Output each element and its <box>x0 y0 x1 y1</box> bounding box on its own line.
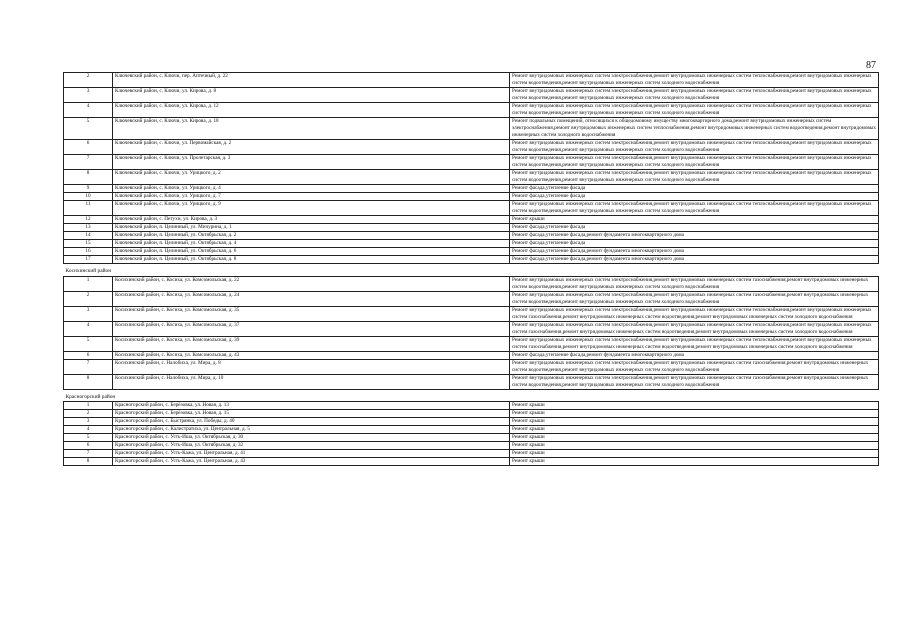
table-body <box>64 73 879 466</box>
table-row <box>64 374 879 389</box>
row-address: Ключевский район, с. Ключи, ул. Урицкого, д. 2 <box>113 170 510 185</box>
row-number: 4 <box>64 426 113 434</box>
row-works: Ремонт фасада,утепление фасада <box>510 224 879 232</box>
row-address: Ключевский район, п. Целинный, ул. Октябрьская, д. 8 <box>113 256 510 264</box>
section-header-row <box>64 264 879 276</box>
row-address: Ключевский район, с. Ключи, ул. Пролетарская, д. 3 <box>113 155 510 170</box>
table-row <box>64 418 879 426</box>
table-row <box>64 88 879 103</box>
row-address: Косихинский район, с. Косиха, ул. Комсомольская, д. 22 <box>113 276 510 291</box>
row-works: Ремонт фасада,утепление фасада <box>510 185 879 193</box>
row-works: Ремонт крыши <box>510 442 879 450</box>
table-row <box>64 434 879 442</box>
row-number: 8 <box>64 458 113 466</box>
table-row <box>64 359 879 374</box>
row-address: Красногорский район, с. Калистратиха, ул. Центральная, д. 5 <box>113 426 510 434</box>
row-address: Ключевский район, п. Целинный, ул. Октябрьская, д. 2 <box>113 232 510 240</box>
row-works: Ремонт подвальных помещений, относящихся к общедомовому имуществу многоквартирного дома,ремонт внутридомовых инженерных систем электроснабжения,ремонт внутридомовых инженерных систем теплоснабжения,ремонт внутридомовых инженерных систем водоотведения,ремонт внутридомовых инженерных систем холодного водоснабжения <box>510 118 879 140</box>
row-address: Косихинский район, с. Косиха, ул. Комсомольская, д. 39 <box>113 336 510 351</box>
row-works: Ремонт внутридомовых инженерных систем электроснабжения,ремонт внутридомовых инженерных систем теплоснабжения,ремонт внутридомовых инженерных систем газоснабжения,ремонт внутридомовых инженерных систем водоотведения,ремонт внутридомовых инженерных систем холодного водоснабжения <box>510 306 879 321</box>
row-number: 3 <box>64 418 113 426</box>
row-address: Ключевский район, п. Целинный, ул. Мичурина, д. 1 <box>113 224 510 232</box>
table-row <box>64 118 879 140</box>
row-works: Ремонт внутридомовых инженерных систем электроснабжения,ремонт внутридомовых инженерных систем газоснабжения,ремонт внутридомовых инженерных систем водоотведения,ремонт внутридомовых инженерных систем холодного водоснабжения <box>510 276 879 291</box>
row-works: Ремонт крыши <box>510 410 879 418</box>
row-address: Ключевский район, п. Целинный, ул. Октябрьская, д. 6 <box>113 248 510 256</box>
row-works: Ремонт крыши <box>510 458 879 466</box>
row-number: 3 <box>64 306 113 321</box>
row-number: 1 <box>64 276 113 291</box>
row-number: 8 <box>64 170 113 185</box>
table-row <box>64 216 879 224</box>
row-works: Ремонт фасада,утепление фасада,ремонт фундамента многоквартирного дома <box>510 351 879 359</box>
row-works: Ремонт внутридомовых инженерных систем электроснабжения,ремонт внутридомовых инженерных систем газоснабжения,ремонт внутридомовых инженерных систем водоотведения,ремонт внутридомовых инженерных систем холодного водоснабжения <box>510 374 879 389</box>
table-row <box>64 240 879 248</box>
row-works: Ремонт внутридомовых инженерных систем электроснабжения,ремонт внутридомовых инженерных систем теплоснабжения,ремонт внутридомовых инженерных систем газоснабжения,ремонт внутридомовых инженерных систем водоотведения,ремонт внутридомовых инженерных систем холодного водоснабжения <box>510 336 879 351</box>
row-address: Красногорский район, с. Усть-Иша, ул. Октябрьская, д. 32 <box>113 442 510 450</box>
row-number: 4 <box>64 103 113 118</box>
repair-program-table <box>63 72 879 466</box>
row-address: Красногорский район, с. Усть-Кажа, ул. Центральная, д. 41 <box>113 450 510 458</box>
row-number: 5 <box>64 118 113 140</box>
table-row <box>64 224 879 232</box>
row-address: Ключевский район, с. Ключи, ул. Кирова, д. 12 <box>113 103 510 118</box>
table-row <box>64 351 879 359</box>
row-number: 6 <box>64 442 113 450</box>
row-number: 11 <box>64 201 113 216</box>
row-address: Косихинский район, с. Косиха, ул. Комсомольская, д. 35 <box>113 306 510 321</box>
row-number: 7 <box>64 155 113 170</box>
page-number: 87 <box>866 60 876 71</box>
row-address: Косихинский район, с. Косиха, ул. Комсомольская, д. 37 <box>113 321 510 336</box>
row-works: Ремонт внутридомовых инженерных систем электроснабжения,ремонт внутридомовых инженерных систем теплоснабжения,ремонт внутридомовых инженерных систем газоснабжения,ремонт внутридомовых инженерных систем водоотведения,ремонт внутридомовых инженерных систем холодного водоснабжения <box>510 321 879 336</box>
row-number: 6 <box>64 351 113 359</box>
row-number: 10 <box>64 193 113 201</box>
row-number: 12 <box>64 216 113 224</box>
table-row <box>64 291 879 306</box>
table-row <box>64 248 879 256</box>
row-number: 9 <box>64 185 113 193</box>
row-works: Ремонт внутридомовых инженерных систем электроснабжения,ремонт внутридомовых инженерных систем теплоснабжения,ремонт внутридомовых инженерных систем водоотведения,ремонт внутридомовых инженерных систем холодного водоснабжения <box>510 88 879 103</box>
row-number: 13 <box>64 224 113 232</box>
table-row <box>64 442 879 450</box>
table-row <box>64 256 879 264</box>
table-row <box>64 450 879 458</box>
row-address: Ключевский район, с. Ключи, ул. Кирова, д. 18 <box>113 118 510 140</box>
table-row <box>64 410 879 418</box>
row-address: Косихинский район, с. Налобиха, ул. Мира, д. 8 <box>113 359 510 374</box>
row-works: Ремонт крыши <box>510 450 879 458</box>
row-address: Ключевский район, с. Ключи, ул. Урицкого, д. 4 <box>113 185 510 193</box>
table-row <box>64 458 879 466</box>
row-number: 14 <box>64 232 113 240</box>
row-address: Красногорский район, с. Берёзовка, ул. Новая, д. 15 <box>113 410 510 418</box>
row-works: Ремонт крыши <box>510 418 879 426</box>
row-number: 1 <box>64 402 113 410</box>
table-row <box>64 103 879 118</box>
table-row <box>64 140 879 155</box>
table-row <box>64 426 879 434</box>
row-number: 15 <box>64 240 113 248</box>
row-address: Красногорский район, с. Быстрянка, ул. Победы, д. 40 <box>113 418 510 426</box>
row-address: Косихинский район, с. Косиха, ул. Комсомольская, д. 24 <box>113 291 510 306</box>
row-address: Красногорский район, с. Берёзовка, ул. Новая, д. 13 <box>113 402 510 410</box>
row-address: Красногорский район, с. Усть-Кажа, ул. Центральная, д. 43 <box>113 458 510 466</box>
row-works: Ремонт крыши <box>510 402 879 410</box>
table-row <box>64 201 879 216</box>
row-number: 5 <box>64 434 113 442</box>
row-number: 4 <box>64 321 113 336</box>
row-address: Ключевский район, с. Ключи, пер. Аптечный, д. 22 <box>113 73 510 88</box>
row-address: Ключевский район, с. Ключи, ул. Первомайская, д. 2 <box>113 140 510 155</box>
row-works: Ремонт внутридомовых инженерных систем электроснабжения,ремонт внутридомовых инженерных систем теплоснабжения,ремонт внутридомовых инженерных систем водоотведения,ремонт внутридомовых инженерных систем холодного водоснабжения <box>510 140 879 155</box>
table-row <box>64 185 879 193</box>
table-row <box>64 232 879 240</box>
row-works: Ремонт внутридомовых инженерных систем электроснабжения,ремонт внутридомовых инженерных систем теплоснабжения,ремонт внутридомовых инженерных систем водоотведения,ремонт внутридомовых инженерных систем холодного водоснабжения <box>510 155 879 170</box>
row-number: 6 <box>64 140 113 155</box>
table-row <box>64 73 879 88</box>
row-works: Ремонт крыши <box>510 434 879 442</box>
section-header-row <box>64 389 879 401</box>
row-number: 7 <box>64 359 113 374</box>
row-works: Ремонт крыши <box>510 216 879 224</box>
row-number: 2 <box>64 410 113 418</box>
row-address: Ключевский район, с. Петухи, ул. Кирова, д. 3 <box>113 216 510 224</box>
table-row <box>64 155 879 170</box>
row-works: Ремонт фасада,утепление фасада <box>510 193 879 201</box>
row-works: Ремонт фасада,утепление фасада,ремонт фундамента многоквартирного дома <box>510 232 879 240</box>
row-number: 5 <box>64 336 113 351</box>
row-number: 3 <box>64 88 113 103</box>
row-number: 2 <box>64 291 113 306</box>
row-address: Косихинский район, с. Налобиха, ул. Мира, д. 10 <box>113 374 510 389</box>
row-number: 8 <box>64 374 113 389</box>
row-address: Красногорский район, с. Усть-Иша, ул. Октябрьская, д. 30 <box>113 434 510 442</box>
row-works: Ремонт внутридомовых инженерных систем электроснабжения,ремонт внутридомовых инженерных систем теплоснабжения,ремонт внутридомовых инженерных систем водоотведения,ремонт внутридомовых инженерных систем холодного водоснабжения <box>510 170 879 185</box>
table-row <box>64 193 879 201</box>
table-row <box>64 276 879 291</box>
row-address: Ключевский район, с. Ключи, ул. Урицкого, д. 7 <box>113 193 510 201</box>
row-works: Ремонт фасада,утепление фасада <box>510 240 879 248</box>
row-address: Ключевский район, с. Ключи, ул. Кирова, д. 8 <box>113 88 510 103</box>
row-works: Ремонт внутридомовых инженерных систем электроснабжения,ремонт внутридомовых инженерных систем теплоснабжения,ремонт внутридомовых инженерных систем водоотведения,ремонт внутридомовых инженерных систем холодного водоснабжения <box>510 103 879 118</box>
row-address: Ключевский район, п. Целинный, ул. Октябрьская, д. 4 <box>113 240 510 248</box>
row-works: Ремонт внутридомовых инженерных систем электроснабжения,ремонт внутридомовых инженерных систем теплоснабжения,ремонт внутридомовых инженерных систем водоотведения,ремонт внутридомовых инженерных систем холодного водоснабжения <box>510 73 879 88</box>
row-number: 2 <box>64 73 113 88</box>
row-works: Ремонт фасада,утепление фасада,ремонт фундамента многоквартирного дома <box>510 248 879 256</box>
row-works: Ремонт внутридомовых инженерных систем электроснабжения,ремонт внутридомовых инженерных систем газоснабжения,ремонт внутридомовых инженерных систем водоотведения,ремонт внутридомовых инженерных систем холодного водоснабжения <box>510 291 879 306</box>
row-address: Ключевский район, с. Ключи, ул. Урицкого, д. 9 <box>113 201 510 216</box>
table-row <box>64 336 879 351</box>
row-address: Косихинский район, с. Косиха, ул. Комсомольская, д. 43 <box>113 351 510 359</box>
section-title: Красногорский район <box>64 389 879 401</box>
row-number: 17 <box>64 256 113 264</box>
row-works: Ремонт внутридомовых инженерных систем электроснабжения,ремонт внутридомовых инженерных систем газоснабжения,ремонт внутридомовых инженерных систем водоотведения,ремонт внутридомовых инженерных систем холодного водоснабжения <box>510 359 879 374</box>
row-number: 7 <box>64 450 113 458</box>
row-works: Ремонт фасада,утепление фасада,ремонт фундамента многоквартирного дома <box>510 256 879 264</box>
table-row <box>64 306 879 321</box>
section-title: Косихинский район <box>64 264 879 276</box>
row-works: Ремонт крыши <box>510 426 879 434</box>
row-number: 16 <box>64 248 113 256</box>
table-row <box>64 170 879 185</box>
table-row <box>64 402 879 410</box>
table-row <box>64 321 879 336</box>
row-works: Ремонт внутридомовых инженерных систем электроснабжения,ремонт внутридомовых инженерных систем теплоснабжения,ремонт внутридомовых инженерных систем водоотведения,ремонт внутридомовых инженерных систем холодного водоснабжения <box>510 201 879 216</box>
